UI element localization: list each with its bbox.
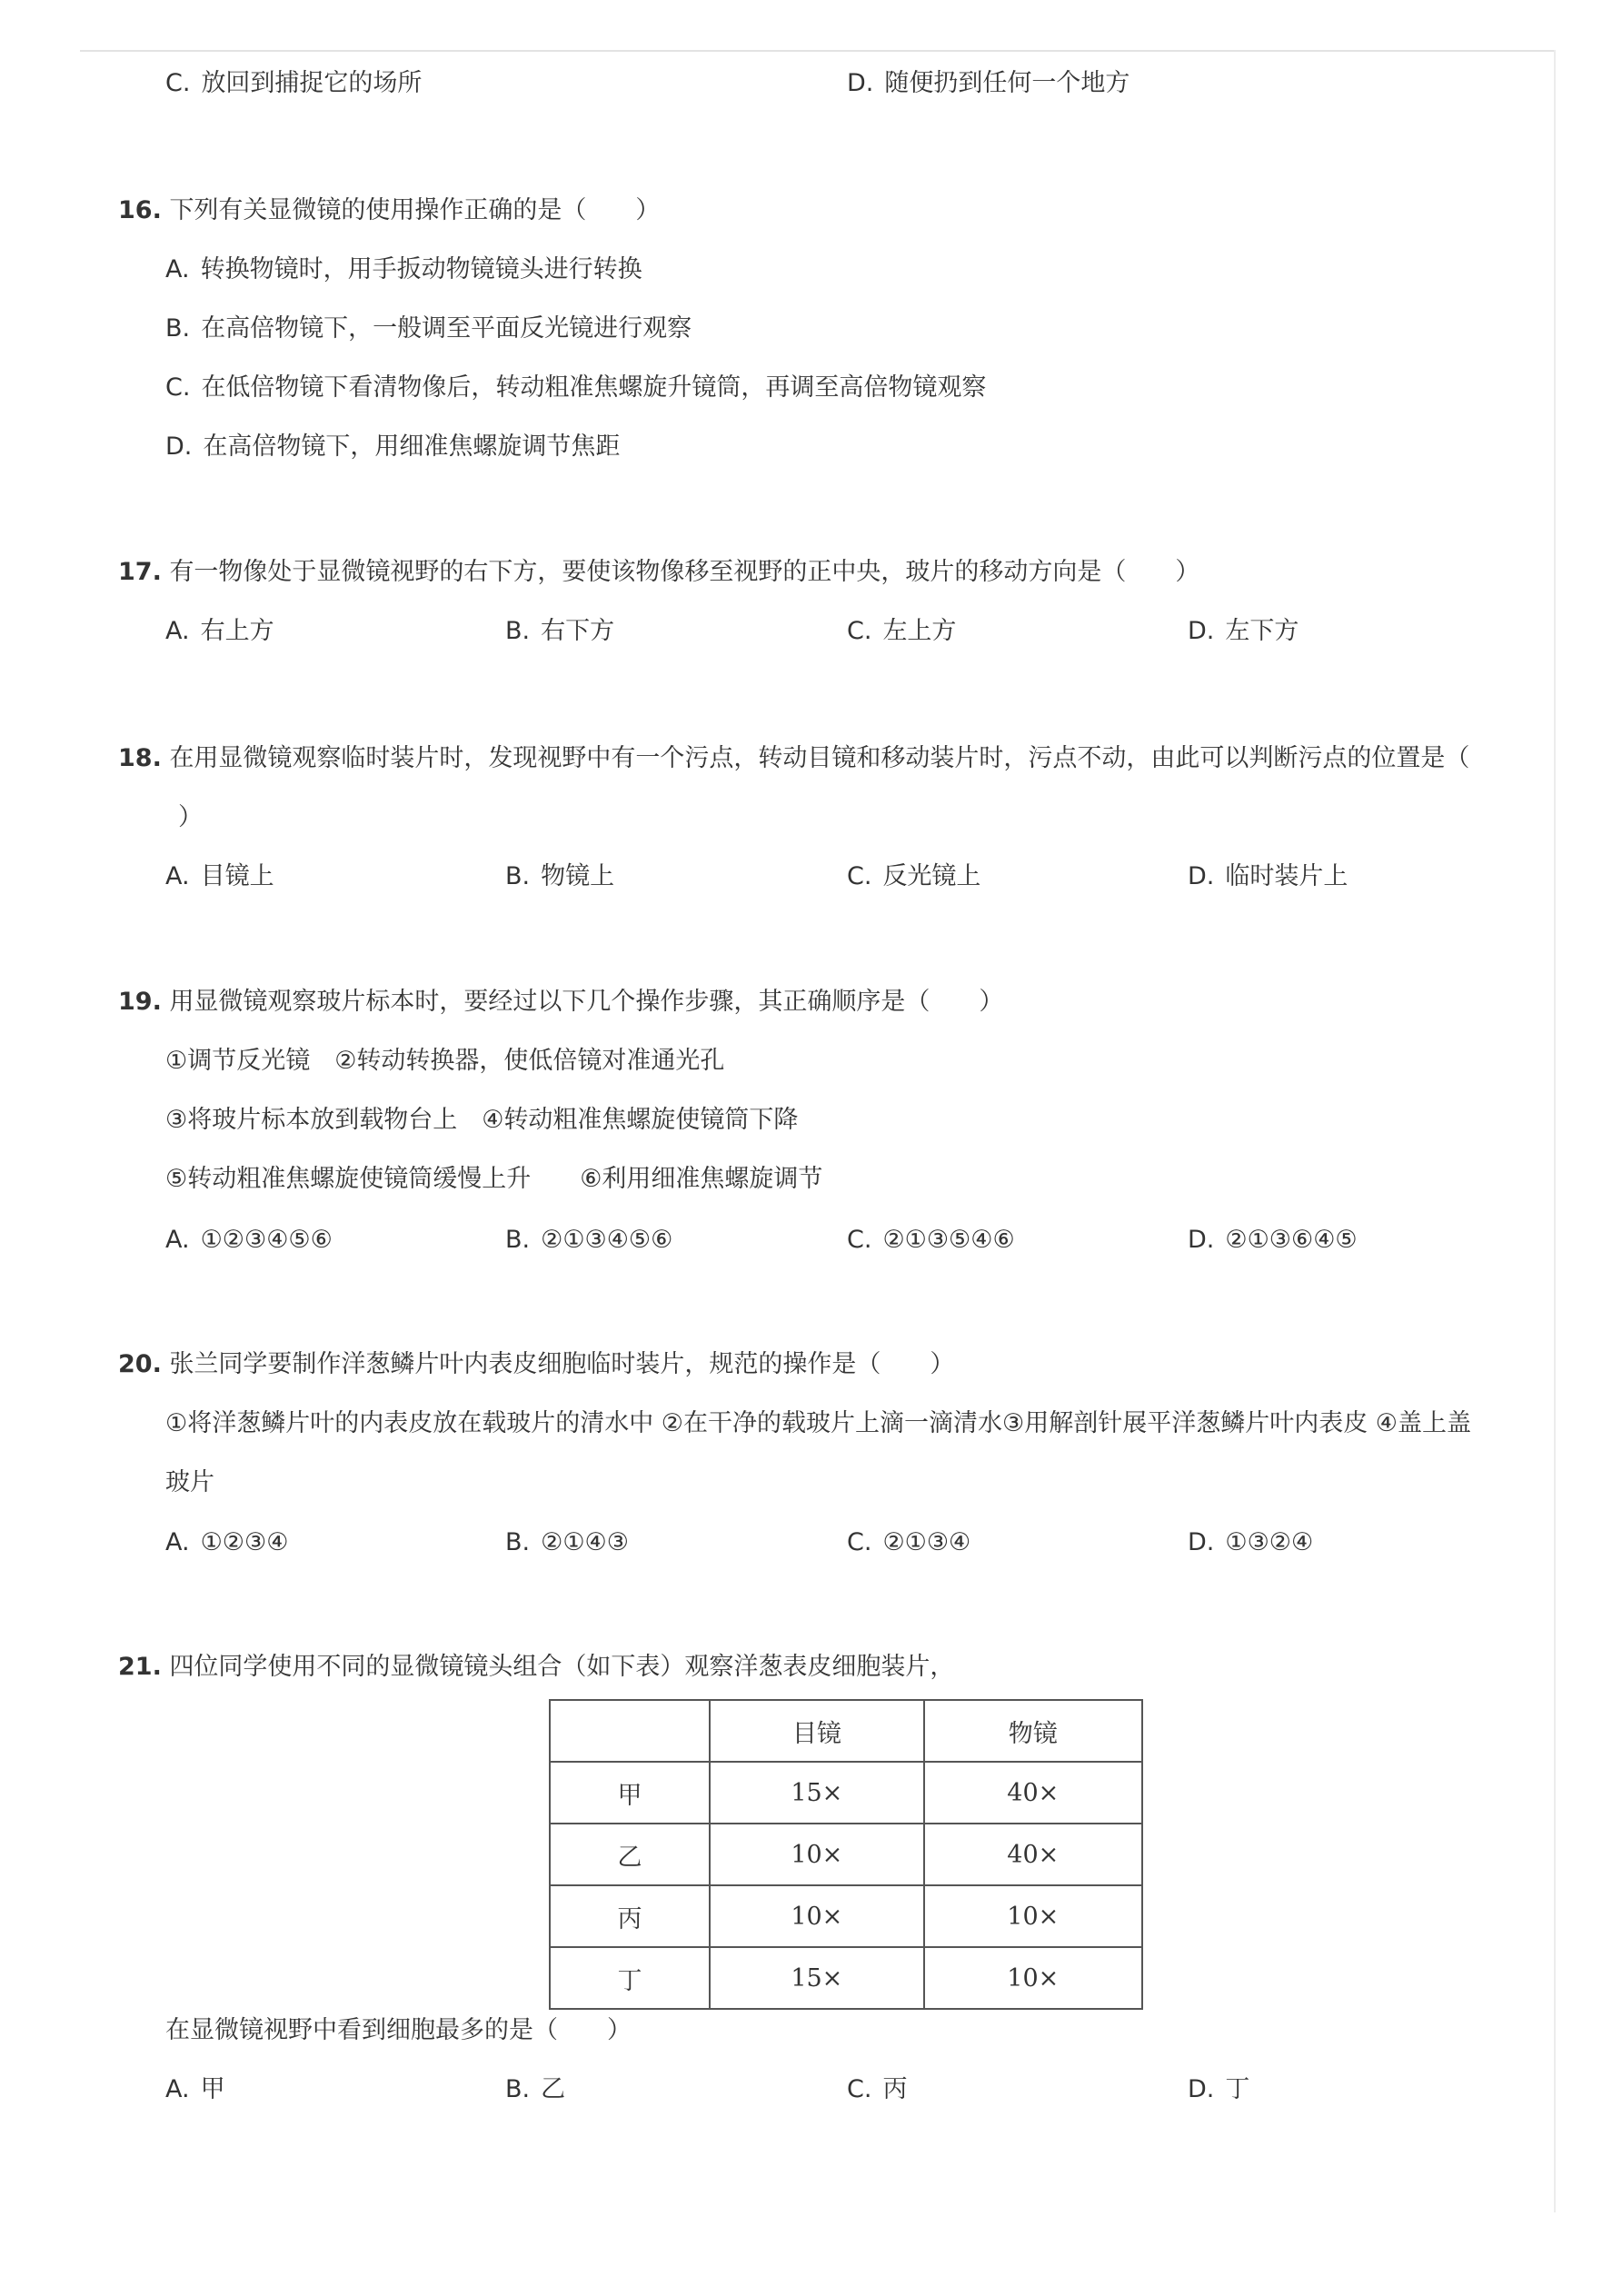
q21-option-a[interactable]: A. 甲 (165, 2075, 225, 2103)
q21-option-c[interactable]: C. 丙 (847, 2075, 908, 2103)
q20-option-d[interactable]: D. ①③②④ (1188, 1528, 1314, 1556)
q19-option-b[interactable]: B. ②①③④⑤⑥ (505, 1226, 673, 1254)
table-header-row (550, 1700, 1142, 1762)
table-cell: 10× (710, 1824, 924, 1885)
table-cell: 10× (710, 1885, 924, 1947)
q16-stem: 16. 下列有关显微镜的使用操作正确的是（ ） (118, 196, 661, 224)
table-cell: 丙 (550, 1885, 710, 1947)
q19-step-line: ③将玻片标本放到载物台上 ④转动粗准焦螺旋使镜筒下降 (165, 1106, 799, 1134)
table-row (550, 1947, 1142, 2009)
table-cell: 10× (924, 1947, 1142, 2009)
lens-combination-table (549, 1699, 1143, 2010)
q18-stem: 18. 在用显微镜观察临时装片时，发现视野中有一个污点，转动目镜和移动装片时，污点不动，由此可以判断污点的位置是（ (118, 744, 1470, 772)
q15-option-c[interactable]: C. 放回到捕捉它的场所 (165, 69, 423, 97)
q16-option-a[interactable]: A. 转换物镜时，用手扳动物镜镜头进行转换 (165, 255, 642, 283)
q21-question: 在显微镜视野中看到细胞最多的是（ ） (165, 2016, 632, 2044)
q21-stem: 21. 四位同学使用不同的显微镜镜头组合（如下表）观察洋葱表皮细胞装片， (118, 1653, 955, 1681)
q16-option-d[interactable]: D. 在高倍物镜下，用细准焦螺旋调节焦距 (165, 432, 621, 461)
q21-option-d[interactable]: D. 丁 (1188, 2075, 1250, 2103)
table-cell: 40× (924, 1824, 1142, 1885)
table-row (550, 1885, 1142, 1947)
q20-steps-line2: 玻片 (165, 1468, 214, 1496)
q21-option-b[interactable]: B. 乙 (505, 2075, 566, 2103)
page-right-border (1554, 50, 1556, 2212)
table-header-cell (550, 1700, 710, 1762)
table-row (550, 1762, 1142, 1824)
q19-option-a[interactable]: A. ①②③④⑤⑥ (165, 1226, 333, 1254)
q16-option-c[interactable]: C. 在低倍物镜下看清物像后，转动粗准焦螺旋升镜筒，再调至高倍物镜观察 (165, 373, 987, 402)
q18-option-a[interactable]: A. 目镜上 (165, 862, 274, 890)
q19-step-line: ①调节反光镜 ②转动转换器，使低倍镜对准通光孔 (165, 1047, 725, 1075)
q20-stem: 20. 张兰同学要制作洋葱鳞片叶内表皮细胞临时装片，规范的操作是（ ） (118, 1350, 955, 1378)
q17-option-b[interactable]: B. 右下方 (505, 617, 615, 645)
q15-option-d[interactable]: D. 随便扔到任何一个地方 (847, 69, 1130, 97)
table-cell: 15× (710, 1947, 924, 2009)
q20-option-b[interactable]: B. ②①④③ (505, 1528, 629, 1556)
q19-option-c[interactable]: C. ②①③⑤④⑥ (847, 1226, 1015, 1254)
table-cell: 丁 (550, 1947, 710, 2009)
q17-option-d[interactable]: D. 左下方 (1188, 617, 1299, 645)
q20-option-a[interactable]: A. ①②③④ (165, 1528, 289, 1556)
table-cell: 15× (710, 1762, 924, 1824)
q18-option-c[interactable]: C. 反光镜上 (847, 862, 981, 890)
table-row (550, 1824, 1142, 1885)
table-header-cell: 物镜 (924, 1700, 1142, 1762)
q19-stem: 19. 用显微镜观察玻片标本时，要经过以下几个操作步骤，其正确顺序是（ ） (118, 988, 1004, 1016)
q18-stem-cont: ） (178, 803, 203, 831)
q20-steps-line1: ①将洋葱鳞片叶的内表皮放在载玻片的清水中 ②在干净的载玻片上滴一滴清水③用解剖针展平洋葱鳞片叶内表皮 ④盖上盖 (165, 1409, 1471, 1437)
q16-option-b[interactable]: B. 在高倍物镜下，一般调至平面反光镜进行观察 (165, 314, 692, 343)
table-cell: 甲 (550, 1762, 710, 1824)
q17-stem: 17. 有一物像处于显微镜视野的右下方，要使该物像移至视野的正中央，玻片的移动方向是（ ） (118, 558, 1200, 586)
q19-option-d[interactable]: D. ②①③⑥④⑤ (1188, 1226, 1358, 1254)
q17-option-a[interactable]: A. 右上方 (165, 617, 274, 645)
table-cell: 10× (924, 1885, 1142, 1947)
table-cell: 乙 (550, 1824, 710, 1885)
q18-option-d[interactable]: D. 临时装片上 (1188, 862, 1348, 890)
table-cell: 40× (924, 1762, 1142, 1824)
q18-option-b[interactable]: B. 物镜上 (505, 862, 615, 890)
q19-step-line: ⑤转动粗准焦螺旋使镜筒缓慢上升 ⑥利用细准焦螺旋调节 (165, 1165, 823, 1193)
table-header-cell: 目镜 (710, 1700, 924, 1762)
q17-option-c[interactable]: C. 左上方 (847, 617, 957, 645)
page-top-divider (80, 50, 1556, 52)
q20-option-c[interactable]: C. ②①③④ (847, 1528, 971, 1556)
